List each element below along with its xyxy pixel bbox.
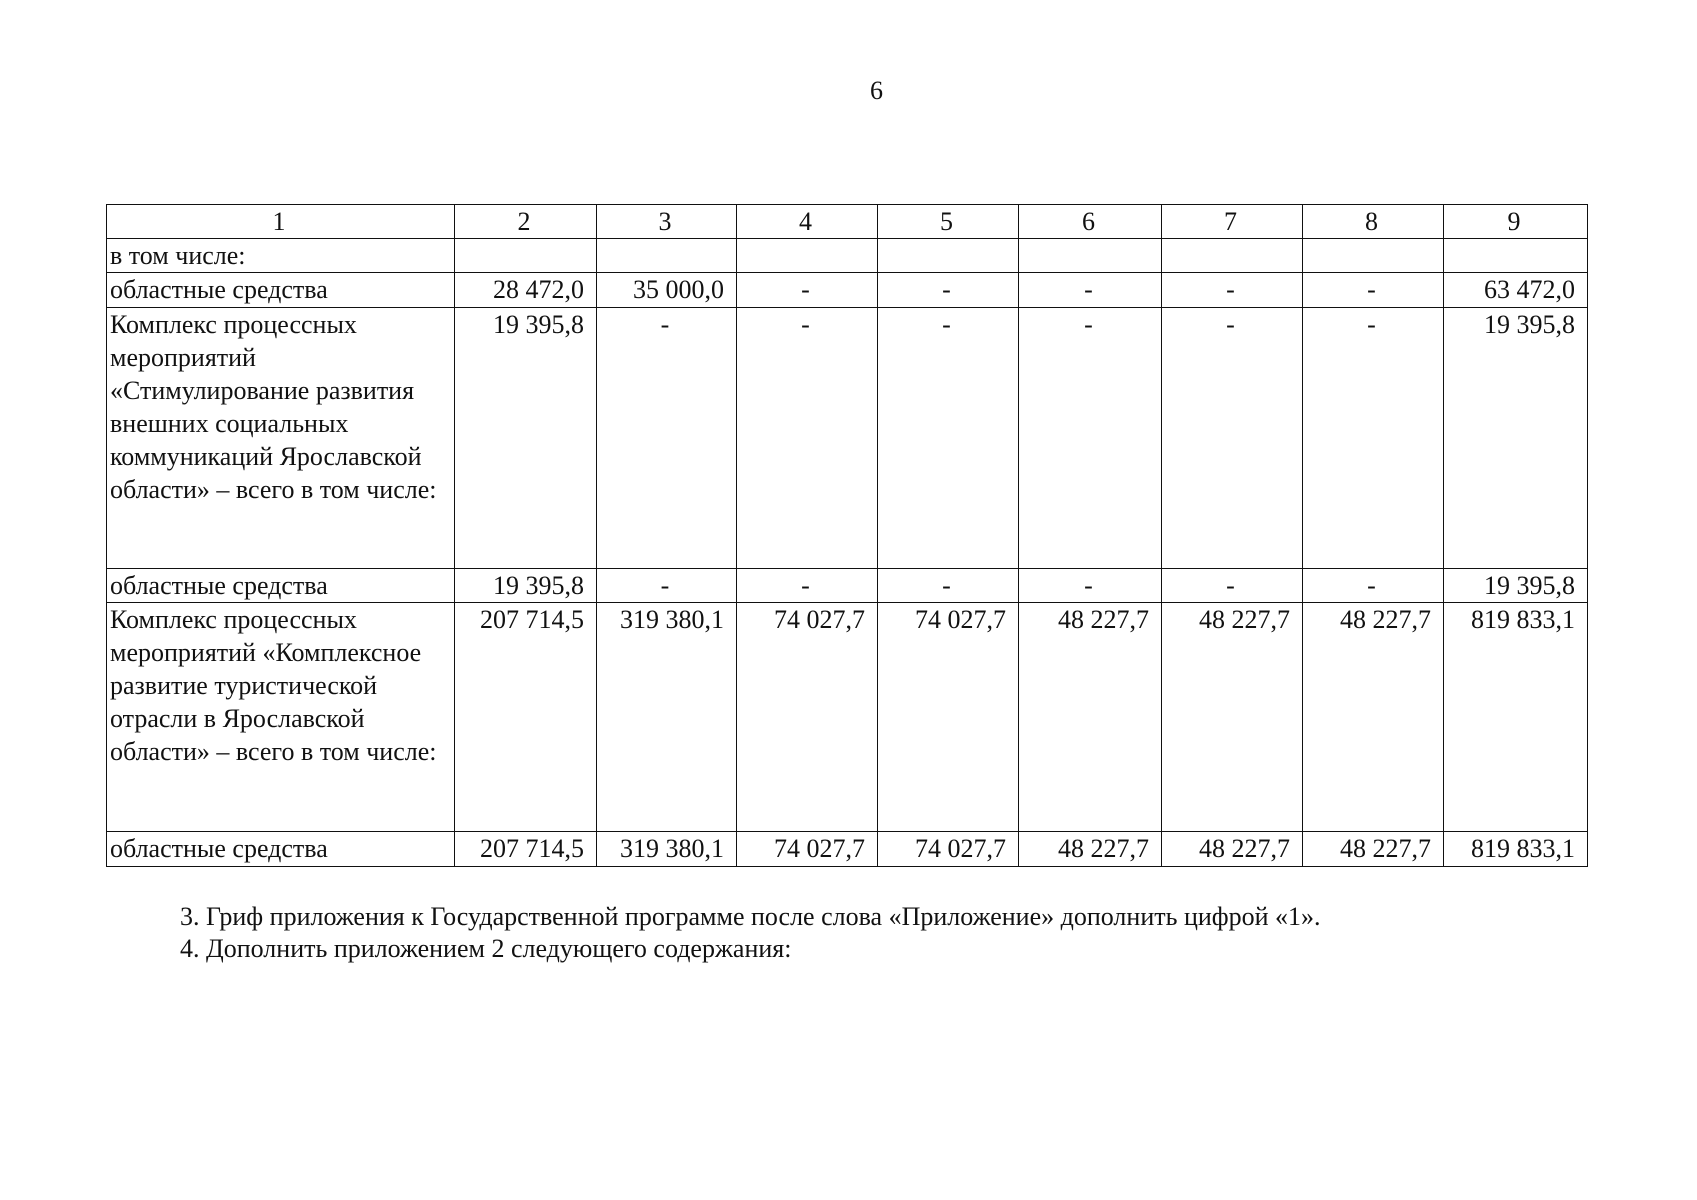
table-cell: 48 227,7 — [1019, 832, 1162, 867]
table-cell: - — [737, 273, 878, 308]
table-cell: - — [1303, 308, 1444, 569]
row-label: областные средства — [107, 569, 455, 603]
table-cell — [1303, 239, 1444, 273]
table-cell — [1162, 239, 1303, 273]
table-cell: 319 380,1 — [597, 603, 737, 832]
row-label: областные средства — [107, 273, 455, 308]
table-cell: - — [737, 308, 878, 569]
column-header: 5 — [878, 205, 1019, 239]
row-label: Комплекс процессных мероприятий «Стимулирование развития внешних социальных коммуникаций Ярославской области» – всего в том числе: — [107, 308, 455, 569]
paragraph-3: 3. Гриф приложения к Государственной программе после слова «Приложение» дополнить цифрой «1». — [180, 902, 1321, 931]
table-cell: 19 395,8 — [1444, 308, 1588, 569]
table-cell: 74 027,7 — [878, 603, 1019, 832]
table-cell: 319 380,1 — [597, 832, 737, 867]
table-cell: 19 395,8 — [455, 569, 597, 603]
table-cell: 19 395,8 — [1444, 569, 1588, 603]
table-row — [107, 569, 1588, 603]
table-header-row — [107, 205, 1588, 239]
column-header: 4 — [737, 205, 878, 239]
column-header: 8 — [1303, 205, 1444, 239]
column-header: 2 — [455, 205, 597, 239]
table-cell — [597, 239, 737, 273]
table-cell — [737, 239, 878, 273]
table-cell: - — [1019, 308, 1162, 569]
table-cell: 819 833,1 — [1444, 832, 1588, 867]
table-cell: 74 027,7 — [878, 832, 1019, 867]
table-row — [107, 603, 1588, 832]
table-cell: 48 227,7 — [1162, 832, 1303, 867]
table-cell: 28 472,0 — [455, 273, 597, 308]
table-cell: - — [1162, 308, 1303, 569]
table-cell: 819 833,1 — [1444, 603, 1588, 832]
table-cell: - — [597, 308, 737, 569]
table-row — [107, 308, 1588, 569]
row-label: областные средства — [107, 832, 455, 867]
table-cell: - — [737, 569, 878, 603]
table-cell: - — [1162, 569, 1303, 603]
table-cell: 48 227,7 — [1162, 603, 1303, 832]
table-cell — [455, 239, 597, 273]
table-cell: 48 227,7 — [1019, 603, 1162, 832]
column-header: 1 — [107, 205, 455, 239]
column-header: 6 — [1019, 205, 1162, 239]
table-row — [107, 239, 1588, 273]
table-cell: 74 027,7 — [737, 603, 878, 832]
table-cell: 19 395,8 — [455, 308, 597, 569]
table-cell — [1019, 239, 1162, 273]
table-cell — [1444, 239, 1588, 273]
table-cell: - — [597, 569, 737, 603]
paragraph-4: 4. Дополнить приложением 2 следующего содержания: — [180, 934, 792, 963]
column-header: 7 — [1162, 205, 1303, 239]
funding-table — [106, 204, 1588, 867]
table-cell: 63 472,0 — [1444, 273, 1588, 308]
table-cell: - — [878, 273, 1019, 308]
table-cell: 74 027,7 — [737, 832, 878, 867]
column-header: 3 — [597, 205, 737, 239]
table-cell: 48 227,7 — [1303, 603, 1444, 832]
table-cell: - — [1303, 569, 1444, 603]
table-cell — [878, 239, 1019, 273]
row-label: в том числе: — [107, 239, 455, 273]
table-cell: - — [878, 569, 1019, 603]
table-row — [107, 273, 1588, 308]
table-cell: 207 714,5 — [455, 832, 597, 867]
table-cell: - — [1019, 273, 1162, 308]
table-cell: - — [878, 308, 1019, 569]
table-cell: 48 227,7 — [1303, 832, 1444, 867]
row-label: Комплекс процессных мероприятий «Комплексное развитие туристической отрасли в Ярославской области» – всего в том числе: — [107, 603, 455, 832]
table-cell: - — [1019, 569, 1162, 603]
table-cell: - — [1303, 273, 1444, 308]
column-header: 9 — [1444, 205, 1588, 239]
page-number: 6 — [870, 76, 883, 105]
table-cell: 35 000,0 — [597, 273, 737, 308]
table-row — [107, 832, 1588, 867]
table-cell: 207 714,5 — [455, 603, 597, 832]
table-cell: - — [1162, 273, 1303, 308]
